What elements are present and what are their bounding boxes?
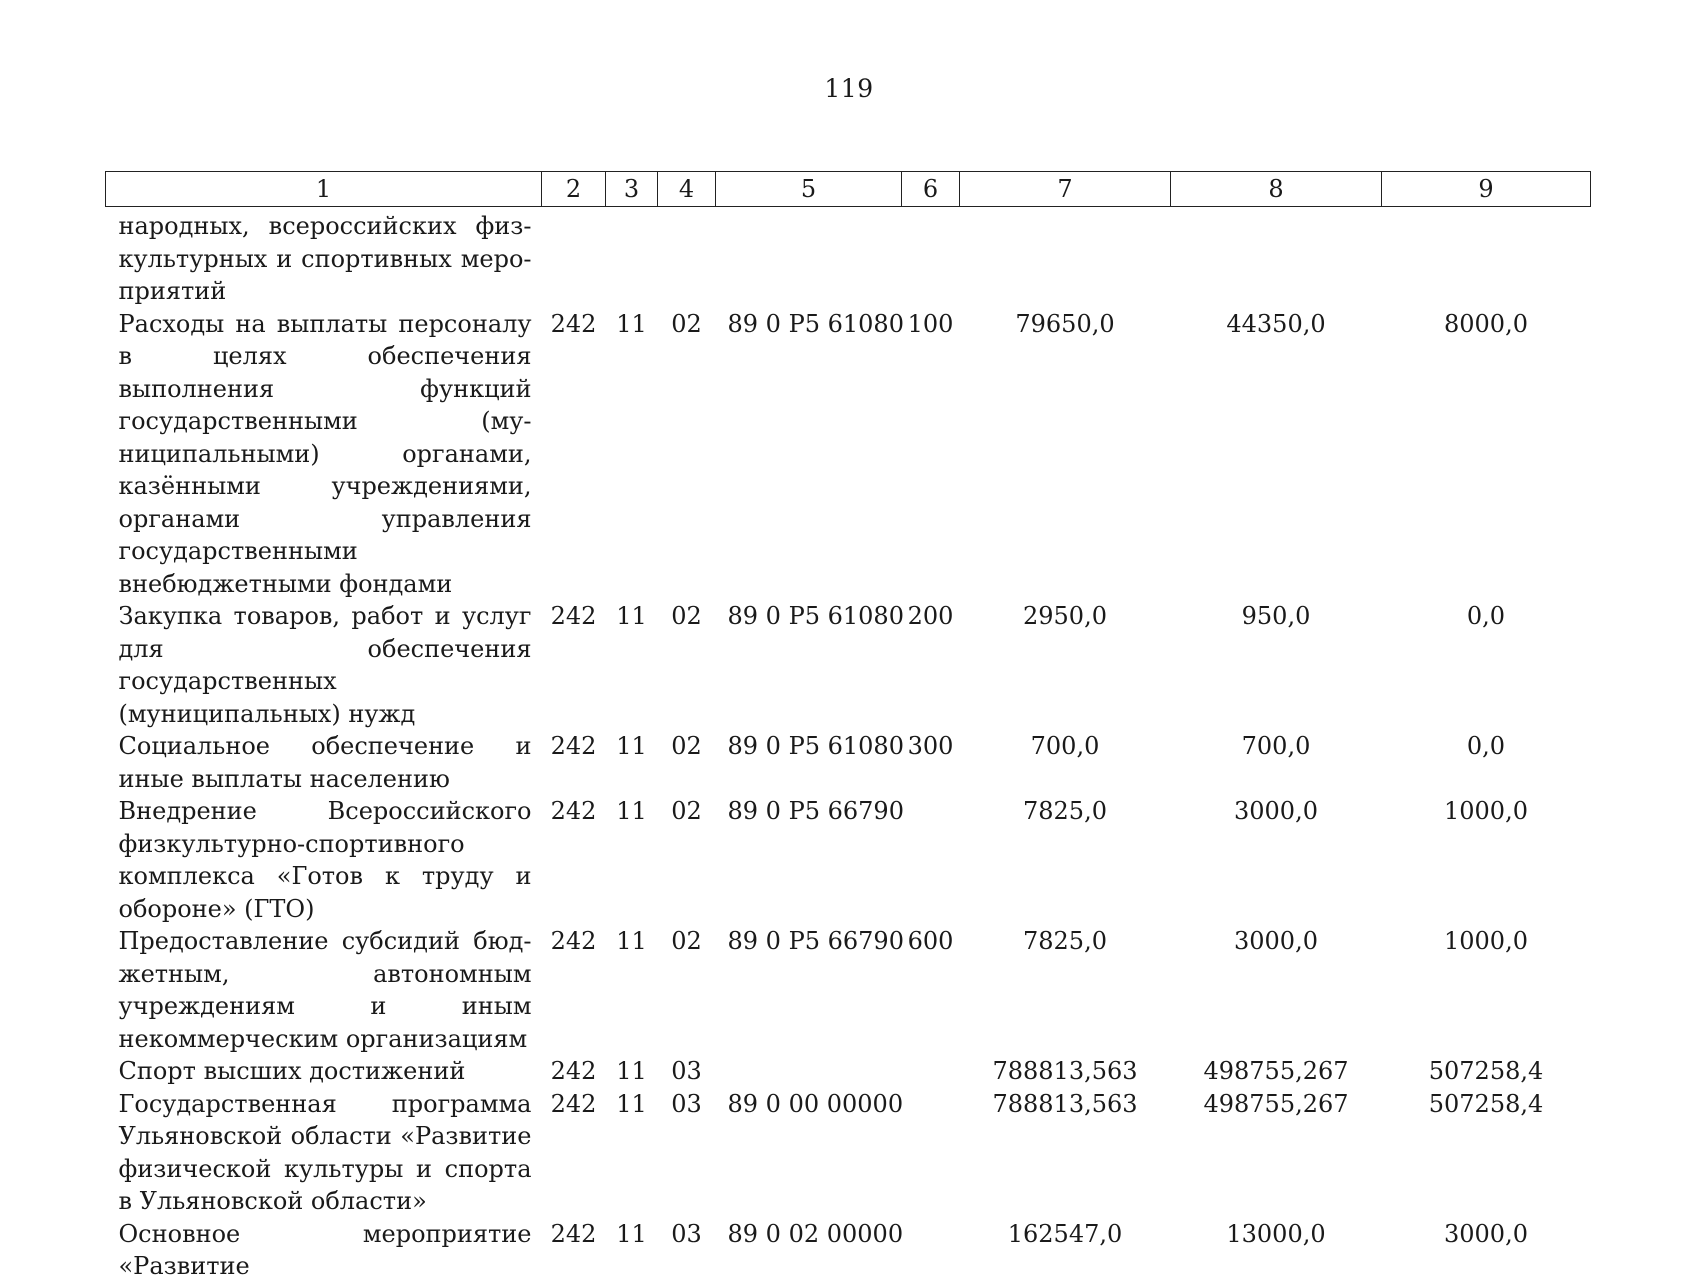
column-header-8: 8 [1171, 172, 1382, 207]
cell-amount-col8: 44350,0 [1226, 309, 1326, 338]
cell-section: 11 [616, 1219, 647, 1248]
cell-amount-col9: 507258,4 [1428, 1089, 1544, 1118]
cell-expense-type: 200 [907, 602, 954, 630]
cell-section: 11 [616, 602, 647, 630]
cell-expense-type [902, 1055, 960, 1088]
cell-target-article: 89 0 Р5 61080 [727, 602, 904, 630]
cell-target-article: 89 0 Р5 66790 [727, 927, 904, 955]
cell-amount-col8: 498755,267 [1203, 1089, 1349, 1118]
cell-ministry-code: 242 [550, 602, 597, 630]
row-description: народных, всероссийских физкультурных и спортивных мероприятий [118, 212, 532, 305]
cell-amount-col7: 162547,0 [1007, 1219, 1123, 1248]
cell-amount-col8: 498755,267 [1203, 1057, 1349, 1085]
cell-subsection: 02 [671, 309, 702, 338]
table-row [106, 730, 1591, 795]
cell-target-article: 89 0 Р5 61080 [727, 309, 904, 338]
cell-subsection: 03 [671, 1219, 702, 1248]
cell-amount-col7 [960, 207, 1171, 308]
cell-subsection: 02 [671, 927, 702, 955]
column-header-4: 4 [658, 172, 716, 207]
cell-ministry-code: 242 [550, 797, 597, 825]
row-description: Закупка товаров, работ и услуг для обеспечения государственных (муниципальных) нужд [118, 602, 532, 728]
cell-amount-col7: 7825,0 [1023, 797, 1107, 825]
cell-target-article [716, 207, 902, 308]
row-description: Социальное обеспечение и иные выплаты населению [118, 732, 532, 793]
table-row [106, 925, 1591, 1055]
column-header-5: 5 [716, 172, 902, 207]
cell-section: 11 [616, 732, 647, 760]
cell-section: 11 [616, 309, 647, 338]
cell-amount-col7: 700,0 [1030, 732, 1100, 760]
cell-ministry-code: 242 [550, 309, 597, 338]
cell-amount-col8 [1171, 207, 1382, 308]
cell-amount-col7: 788813,563 [992, 1089, 1138, 1118]
cell-amount-col8: 3000,0 [1234, 797, 1318, 825]
column-header-9: 9 [1382, 172, 1591, 207]
table-row [106, 600, 1591, 730]
table-row [106, 1088, 1591, 1218]
cell-ministry-code [542, 207, 606, 308]
cell-amount-col8: 13000,0 [1226, 1219, 1326, 1248]
cell-amount-col7: 788813,563 [992, 1057, 1138, 1085]
cell-ministry-code: 242 [550, 1089, 597, 1118]
table-row [106, 207, 1591, 308]
cell-subsection: 02 [671, 797, 702, 825]
row-description: Государственная программа Ульяновской области «Развитие физической культуры и спорта в Ульяновской области» [118, 1089, 532, 1215]
cell-amount-col8: 3000,0 [1234, 927, 1318, 955]
cell-ministry-code: 242 [550, 1219, 597, 1248]
cell-amount-col9: 1000,0 [1444, 927, 1528, 955]
column-header-1: 1 [106, 172, 542, 207]
cell-expense-type: 600 [907, 927, 954, 955]
table-row [106, 1218, 1591, 1283]
column-header-2: 2 [542, 172, 606, 207]
row-description: Расходы на выплаты персоналу в целях обеспечения выполнения функций государственными (муниципальными) органами, казёнными учреждениями, органами управления государственными внебюджетными фондами [118, 309, 532, 598]
cell-amount-col9: 8000,0 [1444, 309, 1528, 338]
cell-subsection: 02 [671, 602, 702, 630]
cell-expense-type [902, 1088, 960, 1218]
cell-expense-type: 100 [907, 309, 954, 338]
budget-table [105, 171, 1591, 1283]
cell-section: 11 [616, 1089, 647, 1118]
cell-amount-col7: 2950,0 [1023, 602, 1107, 630]
cell-target-article: 89 0 Р5 61080 [727, 732, 904, 760]
header-row [106, 172, 1591, 207]
table-row [106, 1055, 1591, 1088]
cell-target-article [716, 1055, 902, 1088]
row-description: Основное мероприятие «Развитие [118, 1219, 532, 1280]
cell-section: 11 [616, 1057, 647, 1085]
cell-amount-col9: 3000,0 [1444, 1219, 1528, 1248]
row-description: Внедрение Всероссийского физкультурно-спортивного комплекса «Готов к труду и обороне» (ГТО) [118, 797, 532, 923]
cell-expense-type [902, 1218, 960, 1283]
column-header-7: 7 [960, 172, 1171, 207]
cell-subsection: 03 [671, 1057, 702, 1085]
page-number: 119 [824, 74, 874, 103]
table-body [106, 207, 1591, 1283]
cell-subsection: 03 [671, 1089, 702, 1118]
cell-expense-type [902, 207, 960, 308]
cell-amount-col9 [1382, 207, 1591, 308]
row-description: Спорт высших достижений [118, 1057, 466, 1085]
table-header [106, 172, 1591, 207]
cell-target-article: 89 0 Р5 66790 [727, 797, 904, 825]
cell-expense-type: 300 [907, 732, 954, 760]
cell-section: 11 [616, 927, 647, 955]
cell-section [606, 207, 658, 308]
cell-ministry-code: 242 [550, 927, 597, 955]
table-row [106, 795, 1591, 925]
cell-section: 11 [616, 797, 647, 825]
cell-amount-col8: 950,0 [1241, 602, 1311, 630]
cell-amount-col9: 507258,4 [1428, 1057, 1544, 1085]
cell-subsection [658, 207, 716, 308]
row-description: Предоставление субсидий бюджетным, автономным учреждениям и иным некоммерческим организациям [118, 927, 532, 1053]
cell-expense-type [902, 795, 960, 925]
column-header-6: 6 [902, 172, 960, 207]
cell-amount-col9: 0,0 [1466, 732, 1506, 760]
cell-ministry-code: 242 [550, 732, 597, 760]
cell-amount-col9: 0,0 [1466, 602, 1506, 630]
cell-target-article: 89 0 02 00000 [727, 1219, 904, 1248]
cell-ministry-code: 242 [550, 1057, 597, 1085]
cell-amount-col7: 79650,0 [1015, 309, 1115, 338]
table-row [106, 308, 1591, 601]
column-header-3: 3 [606, 172, 658, 207]
cell-amount-col8: 700,0 [1241, 732, 1311, 760]
cell-target-article: 89 0 00 00000 [727, 1089, 904, 1118]
cell-amount-col7: 7825,0 [1023, 927, 1107, 955]
cell-amount-col9: 1000,0 [1444, 797, 1528, 825]
cell-subsection: 02 [671, 732, 702, 760]
